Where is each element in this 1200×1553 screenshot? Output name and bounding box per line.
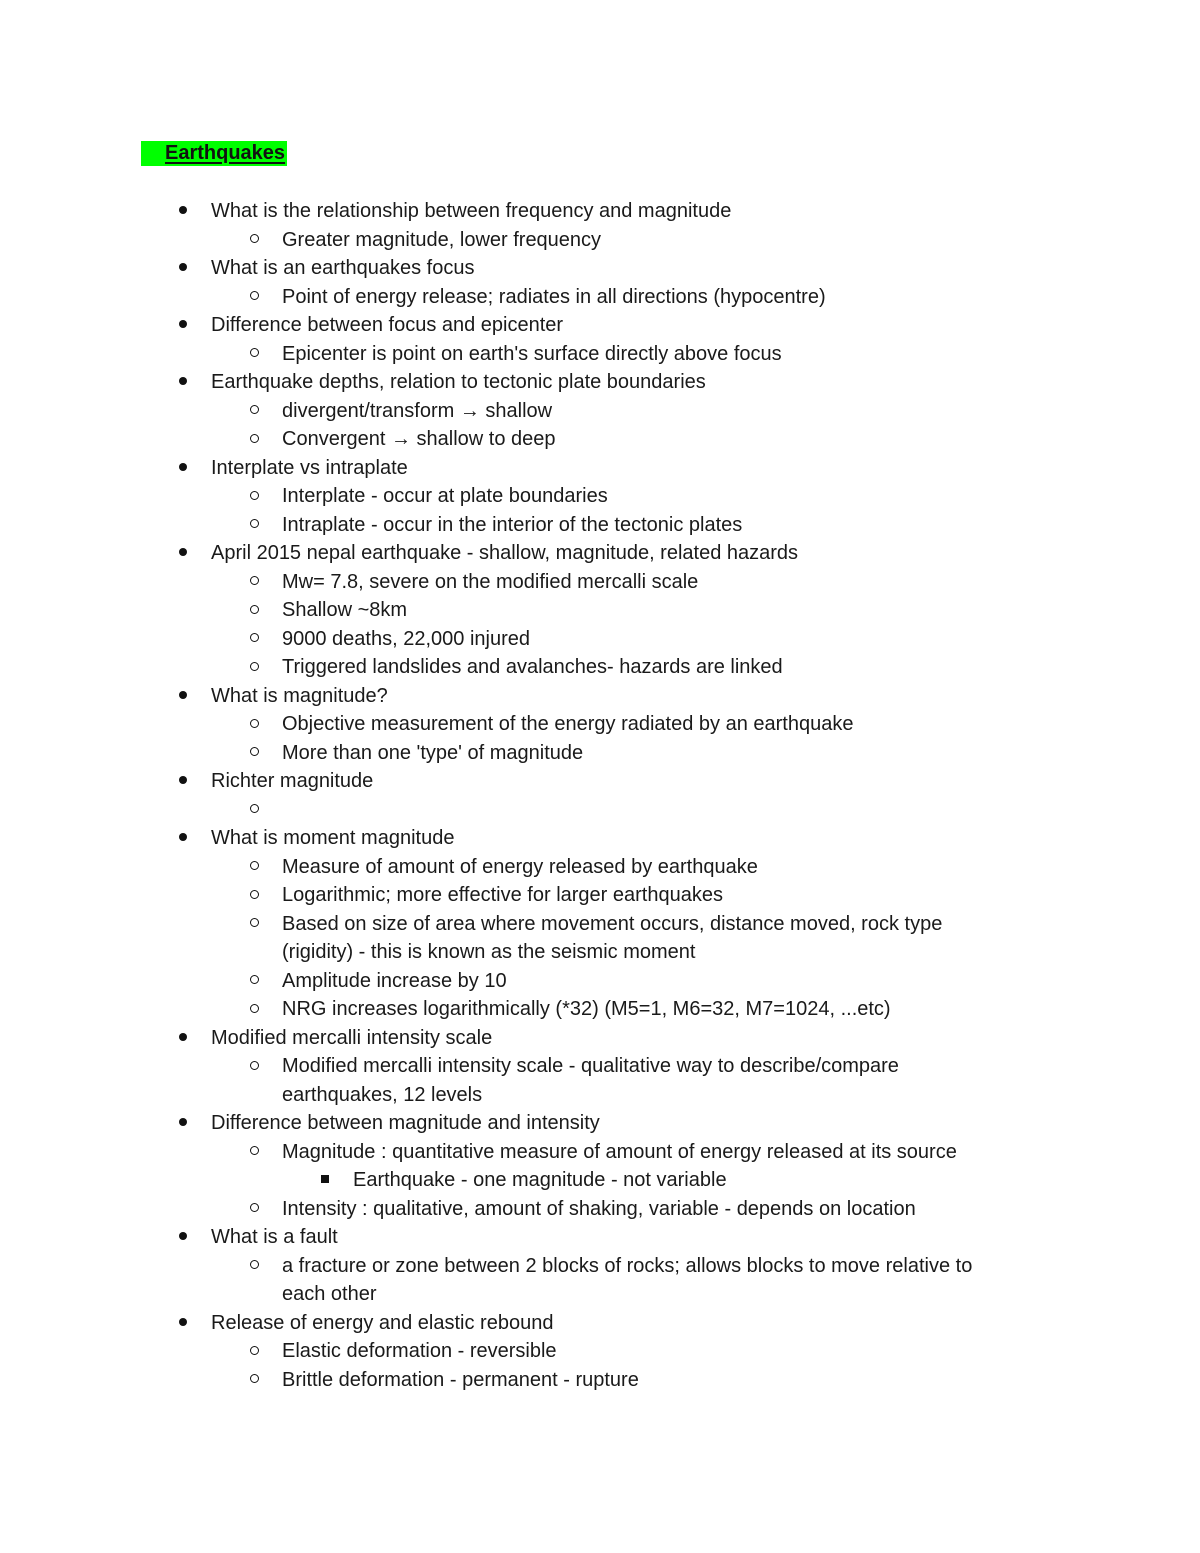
sub-list-item	[0, 1195, 1200, 1224]
bullet-circle-icon	[244, 1138, 264, 1167]
item-text: Interplate vs intraplate	[211, 456, 408, 479]
item-text: Amplitude increase by 10	[282, 969, 507, 992]
sub-list-item	[0, 511, 1200, 540]
bullet-circle-icon	[244, 397, 264, 426]
bullet-circle-icon	[244, 511, 264, 540]
item-text: each other	[282, 1283, 377, 1305]
bullet-dot-icon	[173, 767, 193, 796]
item-text: Magnitude : quantitative measure of amount of energy released at its source	[282, 1140, 957, 1163]
bullet-dot-icon	[173, 682, 193, 711]
item-text: (rigidity) - this is known as the seismic moment	[282, 941, 696, 963]
item-text: Difference between focus and epicenter	[211, 314, 564, 336]
list-item-continuation	[0, 1280, 1200, 1309]
list-item	[0, 1024, 1200, 1053]
item-text: divergent/transform → shallow	[282, 399, 553, 422]
list-item-continuation	[0, 1081, 1200, 1110]
bullet-circle-icon	[244, 283, 264, 312]
notes-outline	[0, 197, 1200, 1394]
item-text: Triggered landslides and avalanches- hazards are linked	[282, 656, 783, 678]
bullet-circle-icon	[244, 710, 264, 739]
bullet-circle-icon	[244, 653, 264, 682]
sub-list-item	[0, 1252, 1200, 1281]
item-text: Measure of amount of energy released by earthquake	[282, 855, 758, 878]
bullet-circle-icon	[244, 1337, 264, 1366]
item-text: Intensity : qualitative, amount of shaking, variable - depends on location	[282, 1197, 916, 1220]
list-item	[0, 368, 1200, 397]
list-item-continuation	[0, 938, 1200, 967]
sub-list-item	[0, 881, 1200, 910]
item-text: Interplate - occur at plate boundaries	[282, 485, 608, 507]
item-text: What is moment magnitude	[211, 827, 455, 849]
item-text: Earthquake - one magnitude - not variable	[353, 1169, 727, 1191]
list-item	[0, 539, 1200, 568]
bullet-circle-icon	[244, 739, 264, 768]
bullet-circle-icon	[244, 1366, 264, 1395]
list-item	[0, 1309, 1200, 1338]
item-text: Earthquake depths, relation to tectonic plate boundaries	[211, 371, 706, 393]
sub-list-item	[0, 1366, 1200, 1395]
bullet-circle-icon	[244, 1195, 264, 1224]
sub-list-item	[0, 853, 1200, 882]
bullet-dot-icon	[173, 454, 193, 483]
item-text: earthquakes, 12 levels	[282, 1083, 483, 1106]
item-text: What is an earthquakes focus	[211, 257, 475, 279]
sub-list-item	[0, 226, 1200, 255]
bullet-dot-icon	[173, 1223, 193, 1252]
list-item	[0, 824, 1200, 853]
item-text: Release of energy and elastic rebound	[211, 1311, 554, 1334]
bullet-circle-icon	[244, 1252, 264, 1281]
item-text: NRG increases logarithmically (*32) (M5=1, M6=32, M7=1024, ...etc)	[282, 998, 891, 1020]
sub-list-item	[0, 568, 1200, 597]
item-text: 9000 deaths, 22,000 injured	[282, 627, 530, 650]
sub-list-item	[0, 283, 1200, 312]
list-item	[0, 254, 1200, 283]
item-text: Modified mercalli intensity scale	[211, 1026, 493, 1049]
bullet-circle-icon	[244, 625, 264, 654]
sub-list-item	[0, 625, 1200, 654]
sub-list-item	[0, 967, 1200, 996]
sub-list-item	[0, 910, 1200, 939]
item-text: Mw= 7.8, severe on the modified mercalli scale	[282, 570, 699, 593]
list-item	[0, 197, 1200, 226]
bullet-circle-icon	[244, 995, 264, 1024]
item-text: a fracture or zone between 2 blocks of rocks; allows blocks to move relative to	[282, 1254, 973, 1277]
bullet-circle-icon	[244, 881, 264, 910]
bullet-circle-icon	[244, 568, 264, 597]
sub-list-item	[0, 796, 1200, 825]
item-text: Greater magnitude, lower frequency	[282, 228, 602, 251]
item-text: Modified mercalli intensity scale - qualitative way to describe/compare	[282, 1055, 899, 1077]
sub-list-item	[0, 1052, 1200, 1081]
list-item	[0, 454, 1200, 483]
item-text: What is a fault	[211, 1226, 338, 1248]
bullet-dot-icon	[173, 254, 193, 283]
bullet-circle-icon	[244, 482, 264, 511]
item-text: Epicenter is point on earth's surface directly above focus	[282, 342, 782, 365]
list-item	[0, 311, 1200, 340]
item-text: More than one 'type' of magnitude	[282, 741, 584, 764]
item-text: Brittle deformation - permanent - rupture	[282, 1368, 639, 1391]
bullet-circle-icon	[244, 796, 264, 825]
bullet-square-icon	[315, 1166, 335, 1195]
item-text: Elastic deformation - reversible	[282, 1340, 557, 1362]
sub-list-item	[0, 340, 1200, 369]
item-text: Logarithmic; more effective for larger earthquakes	[282, 884, 723, 906]
item-text: Objective measurement of the energy radiated by an earthquake	[282, 713, 854, 735]
sub-list-item	[0, 1337, 1200, 1366]
bullet-circle-icon	[244, 967, 264, 996]
bullet-dot-icon	[173, 311, 193, 340]
sub-list-item	[0, 1138, 1200, 1167]
bullet-circle-icon	[244, 853, 264, 882]
bullet-dot-icon	[173, 368, 193, 397]
sub-sub-list-item	[0, 1166, 1200, 1195]
bullet-dot-icon	[173, 1109, 193, 1138]
list-item	[0, 682, 1200, 711]
document-title: Earthquakes	[141, 141, 287, 166]
sub-list-item	[0, 482, 1200, 511]
bullet-circle-icon	[244, 340, 264, 369]
bullet-circle-icon	[244, 226, 264, 255]
bullet-dot-icon	[173, 824, 193, 853]
sub-list-item	[0, 397, 1200, 426]
item-text: Point of energy release; radiates in all directions (hypocentre)	[282, 285, 826, 308]
item-text: April 2015 nepal earthquake - shallow, magnitude, related hazards	[211, 542, 799, 564]
bullet-circle-icon	[244, 1052, 264, 1081]
bullet-dot-icon	[173, 539, 193, 568]
item-text: Shallow ~8km	[282, 599, 408, 621]
bullet-circle-icon	[244, 425, 264, 454]
item-text: Based on size of area where movement occurs, distance moved, rock type	[282, 912, 943, 935]
sub-list-item	[0, 739, 1200, 768]
bullet-dot-icon	[173, 1309, 193, 1338]
sub-list-item	[0, 995, 1200, 1024]
item-text: What is the relationship between frequency and magnitude	[211, 200, 732, 222]
sub-list-item	[0, 425, 1200, 454]
sub-list-item	[0, 596, 1200, 625]
list-item	[0, 1223, 1200, 1252]
bullet-dot-icon	[173, 1024, 193, 1053]
list-item	[0, 767, 1200, 796]
bullet-circle-icon	[244, 910, 264, 939]
bullet-circle-icon	[244, 596, 264, 625]
item-text: What is magnitude?	[211, 684, 388, 707]
item-text: Convergent → shallow to deep	[282, 428, 556, 450]
item-text: Difference between magnitude and intensity	[211, 1112, 600, 1134]
item-text: Intraplate - occur in the interior of the tectonic plates	[282, 513, 743, 536]
list-item	[0, 1109, 1200, 1138]
sub-list-item	[0, 653, 1200, 682]
bullet-dot-icon	[173, 197, 193, 226]
item-text: Richter magnitude	[211, 770, 374, 792]
sub-list-item	[0, 710, 1200, 739]
